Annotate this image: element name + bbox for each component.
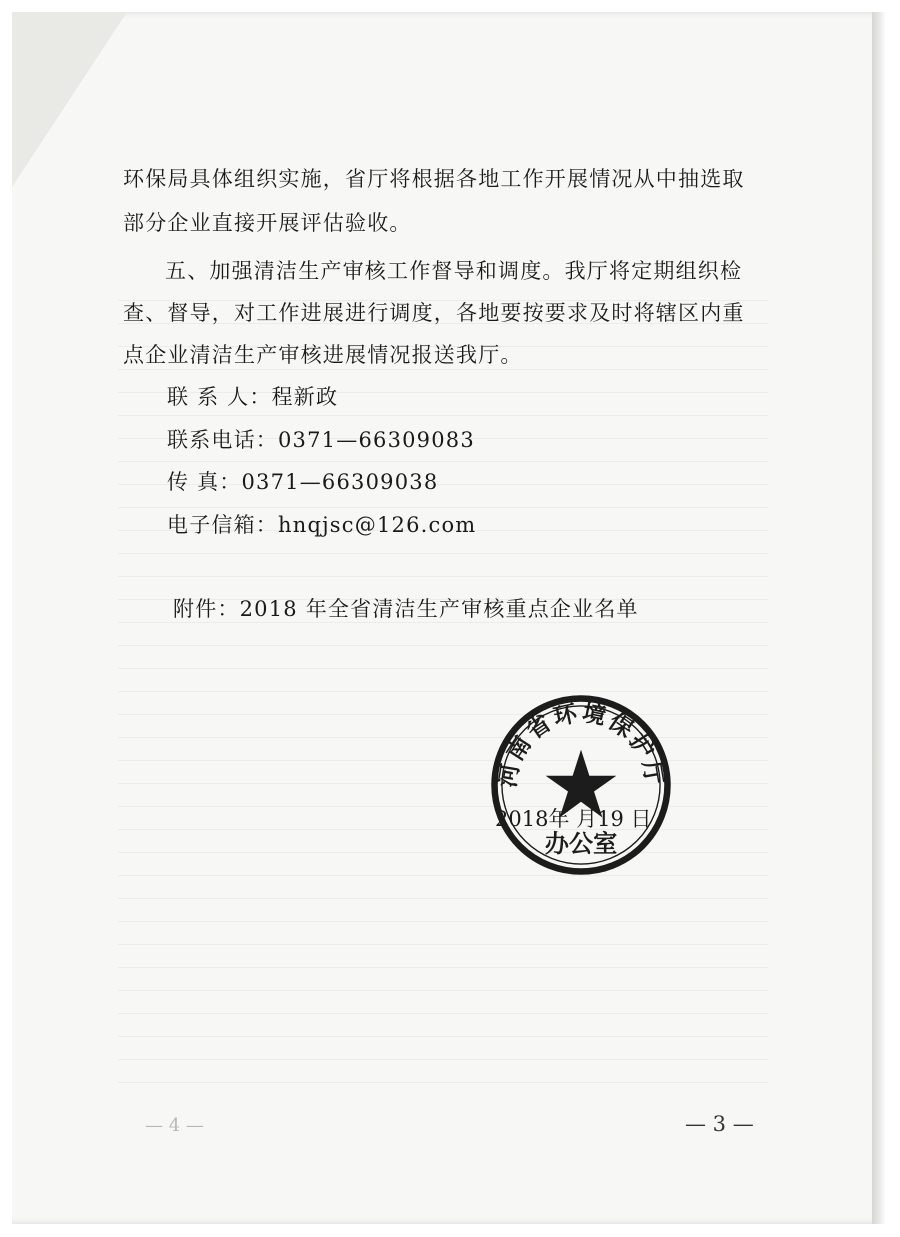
body-line-5: 点企业清洁生产审核进展情况报送我厅。	[123, 343, 523, 367]
body-line-4: 查、督导，对工作进展进行调度，各地要按要求及时将辖区内重	[123, 301, 745, 325]
issue-date: 2018年 月19 日	[495, 807, 652, 831]
bleed-through-page-number: — 4 —	[145, 1115, 204, 1136]
body-line-1: 环保局具体组织实施，省厅将根据各地工作开展情况从中抽选取	[123, 167, 745, 191]
contact-person: 联 系 人：程新政	[167, 385, 339, 409]
page-number: — 3 —	[685, 1112, 754, 1136]
page-edge-shadow	[872, 12, 886, 1224]
contact-fax: 传 真：0371—66309038	[167, 470, 439, 494]
contact-email: 电子信箱：hnqjsc@126.com	[167, 513, 477, 537]
svg-text:办公室: 办公室	[544, 828, 618, 858]
section-five-heading-line: 五、加强清洁生产审核工作督导和调度。我厅将定期组织检	[165, 259, 743, 283]
folded-corner	[12, 12, 127, 187]
attachment-note: 附件：2018 年全省清洁生产审核重点企业名单	[173, 597, 639, 621]
svg-text:河南省环境保护厅: 河南省环境保护厅	[493, 699, 669, 790]
official-seal-stamp	[488, 692, 674, 878]
body-line-2: 部分企业直接开展评估验收。	[123, 211, 412, 235]
contact-phone: 联系电话：0371—66309083	[167, 428, 475, 452]
